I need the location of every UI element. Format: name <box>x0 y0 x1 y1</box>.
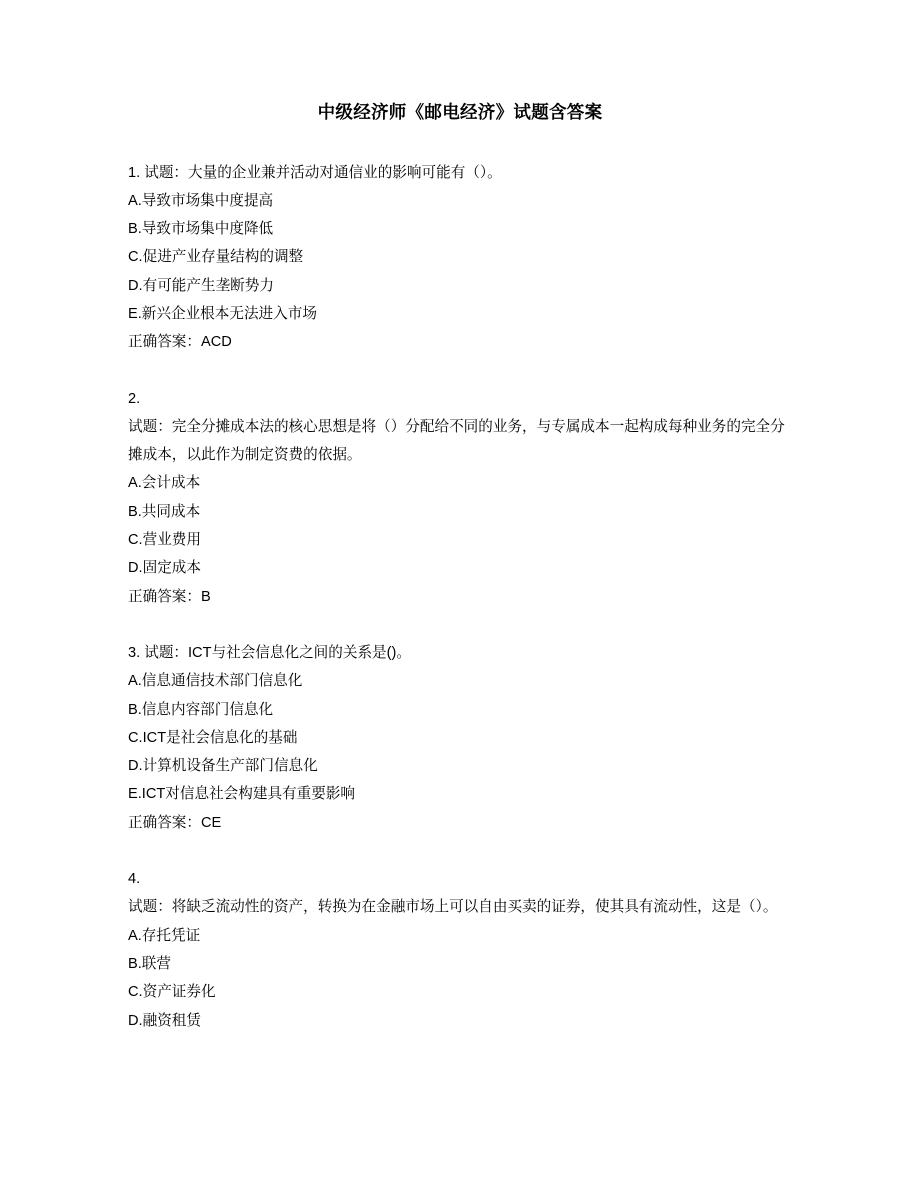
page-title: 中级经济师《邮电经济》试题含答案 <box>317 102 603 122</box>
option-item: A.存托凭证 <box>128 927 201 944</box>
question-number: 4. <box>128 871 141 888</box>
answer-line: 正确答案：CE <box>128 814 222 831</box>
option-item: C.促进产业存量结构的调整 <box>128 249 304 266</box>
option-item: A.导致市场集中度提高 <box>128 192 274 209</box>
option-item: E.新兴企业根本无法进入市场 <box>128 305 317 322</box>
answer-line: 正确答案：ACD <box>128 334 232 351</box>
question-block <box>128 159 792 357</box>
option-item: D.固定成本 <box>128 560 201 577</box>
option-item: E.ICT对信息社会构建具有重要影响 <box>128 786 356 803</box>
question-number: 2. <box>128 390 141 407</box>
option-item: C.资产证券化 <box>128 984 216 1001</box>
option-item: B.共同成本 <box>128 503 201 520</box>
option-item: B.导致市场集中度降低 <box>128 221 274 238</box>
question-stem: 试题：将缺乏流动性的资产，转换为在金融市场上可以自由买卖的证券，使其具有流动性，这是（）。 <box>128 899 778 916</box>
answer-line: 正确答案：B <box>128 588 211 605</box>
question-block <box>128 385 792 611</box>
question-block <box>128 865 792 1035</box>
option-item: D.融资租赁 <box>128 1012 201 1029</box>
option-item: A.信息通信技术部门信息化 <box>128 673 303 690</box>
option-item: B.联营 <box>128 955 171 972</box>
option-item: C.ICT是社会信息化的基础 <box>128 729 298 746</box>
question-stem: 试题：完全分摊成本法的核心思想是将（）分配给不同的业务，与专属成本一起构成每种业务的完全分摊成本，以此作为制定资费的依据。 <box>128 418 785 464</box>
question-block <box>128 639 792 837</box>
question-stem: 3. 试题：ICT与社会信息化之间的关系是()。 <box>128 644 411 661</box>
question-stem: 1. 试题：大量的企业兼并活动对通信业的影响可能有（）。 <box>128 164 502 181</box>
option-item: B.信息内容部门信息化 <box>128 701 274 718</box>
option-item: A.会计成本 <box>128 475 201 492</box>
option-item: C.营业费用 <box>128 532 201 549</box>
option-item: D.有可能产生垄断势力 <box>128 277 274 294</box>
option-item: D.计算机设备生产部门信息化 <box>128 758 318 775</box>
